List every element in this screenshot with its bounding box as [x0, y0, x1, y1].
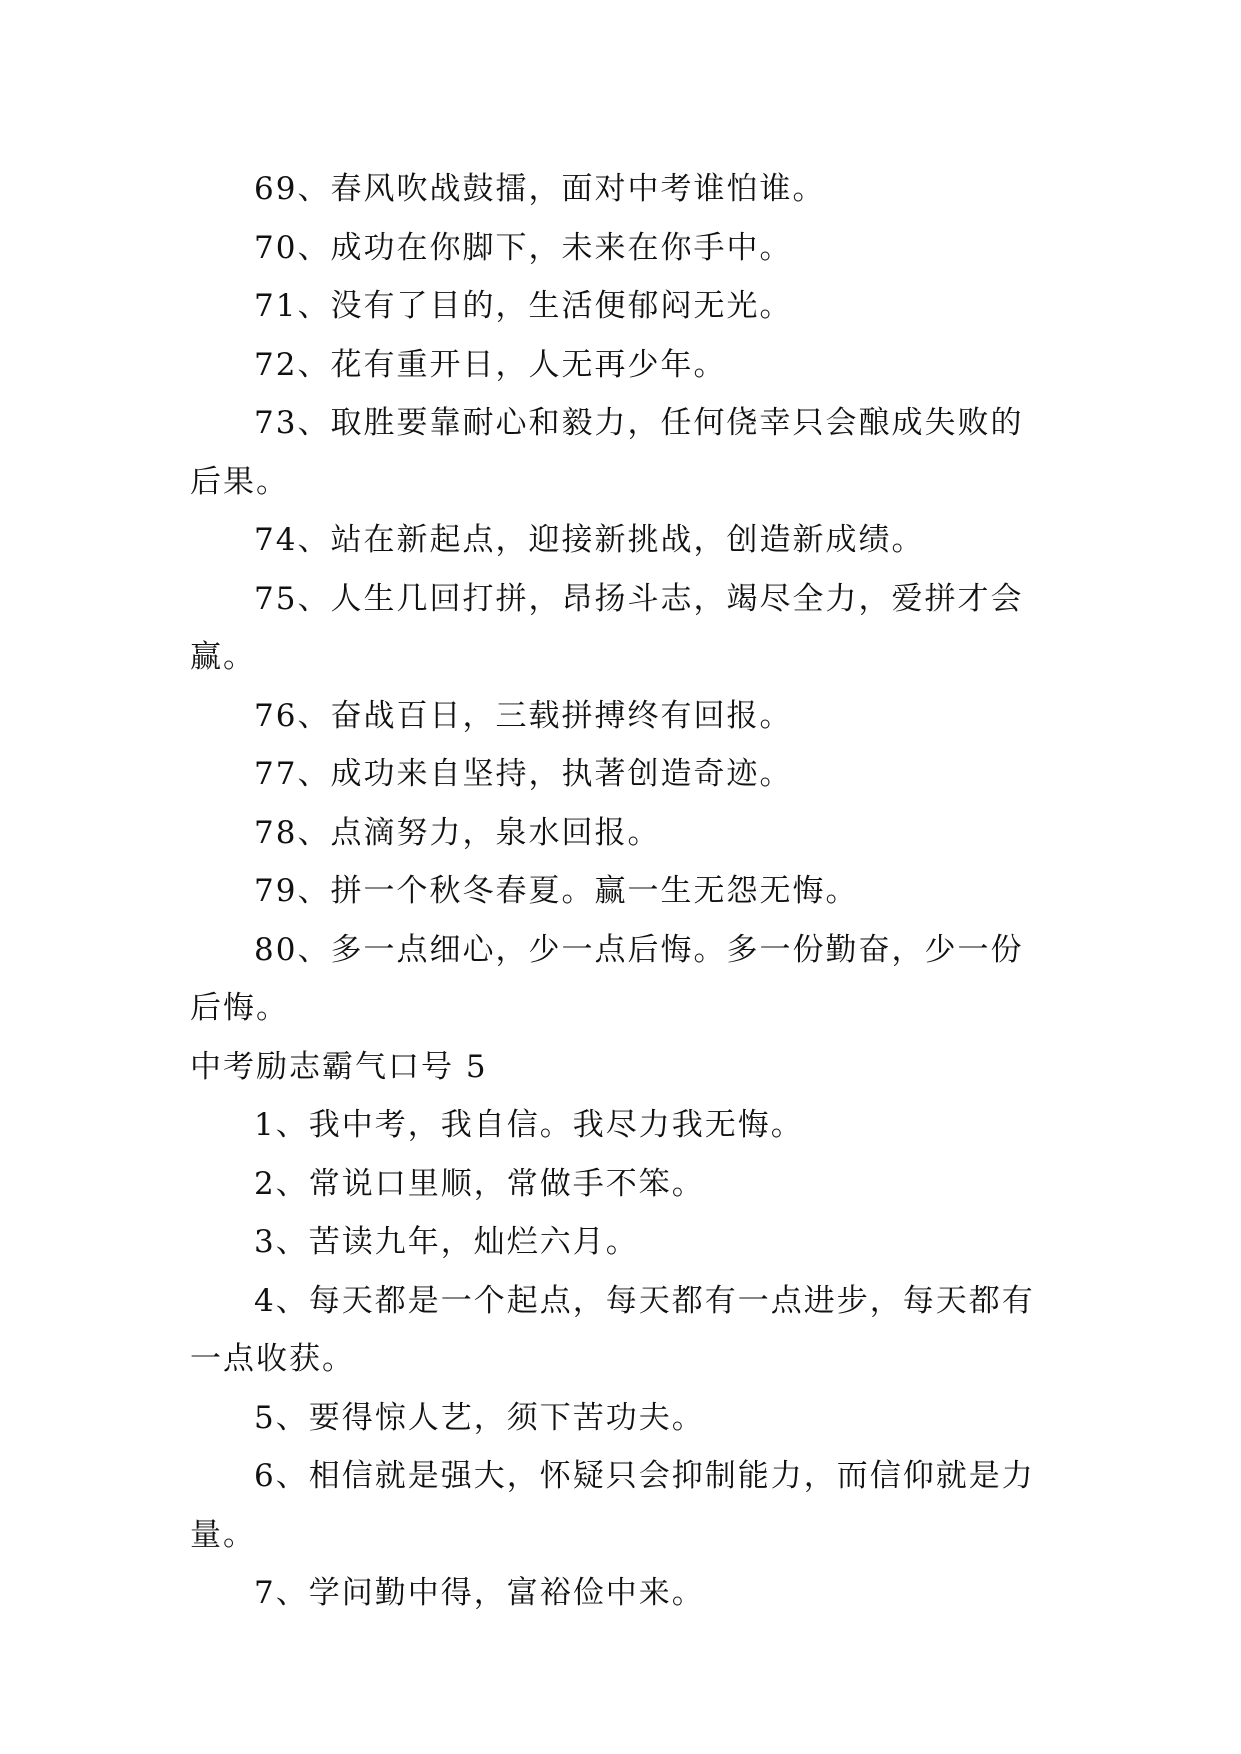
paragraph-7: 7、学问勤中得，富裕俭中来。: [254, 1575, 705, 1611]
paragraph-80: 80、多一点细心，少一点后悔。多一份勤奋，少一份后悔。: [190, 931, 1024, 1026]
paragraph-78: 78、点滴努力，泉水回报。: [254, 814, 661, 851]
paragraph-4: 4、每天都是一个起点，每天都有一点进步，每天都有一点收获。: [190, 1282, 1035, 1377]
paragraph-76: 76、奋战百日，三载拼搏终有回报。: [254, 697, 793, 734]
paragraph-5: 5、要得惊人艺，须下苦功夫。: [254, 1399, 705, 1436]
paragraph-3: 3、苦读九年，灿烂六月。: [254, 1224, 639, 1260]
paragraph-72: 72、花有重开日，人无再少年。: [254, 346, 727, 383]
paragraph-1: 1、我中考，我自信。我尽力我无悔。: [254, 1107, 804, 1143]
paragraph-74: 74、站在新起点，迎接新挑战，创造新成绩。: [254, 522, 925, 558]
paragraph-6: 6、相信就是强大，怀疑只会抑制能力，而信仰就是力量。: [190, 1458, 1035, 1553]
paragraph-2: 2、常说口里顺，常做手不笨。: [254, 1165, 705, 1202]
paragraph-70: 70、成功在你脚下，未来在你手中。: [254, 229, 793, 266]
paragraph-73: 73、取胜要靠耐心和毅力，任何侥幸只会酿成失败的后果。: [190, 405, 1024, 500]
paragraph-75: 75、人生几回打拼，昂扬斗志，竭尽全力，爱拼才会赢。: [190, 580, 1024, 675]
paragraph-79: 79、拼一个秋冬春夏。赢一生无怨无悔。: [254, 873, 859, 909]
paragraph-69: 69、春风吹战鼓擂，面对中考谁怕谁。: [254, 171, 826, 207]
paragraph-77: 77、成功来自坚持，执著创造奇迹。: [254, 756, 793, 792]
paragraph-71: 71、没有了目的，生活便郁闷无光。: [254, 288, 793, 324]
section-heading: 中考励志霸气口号 5: [190, 1048, 488, 1085]
document-body: [190, 160, 1050, 1623]
